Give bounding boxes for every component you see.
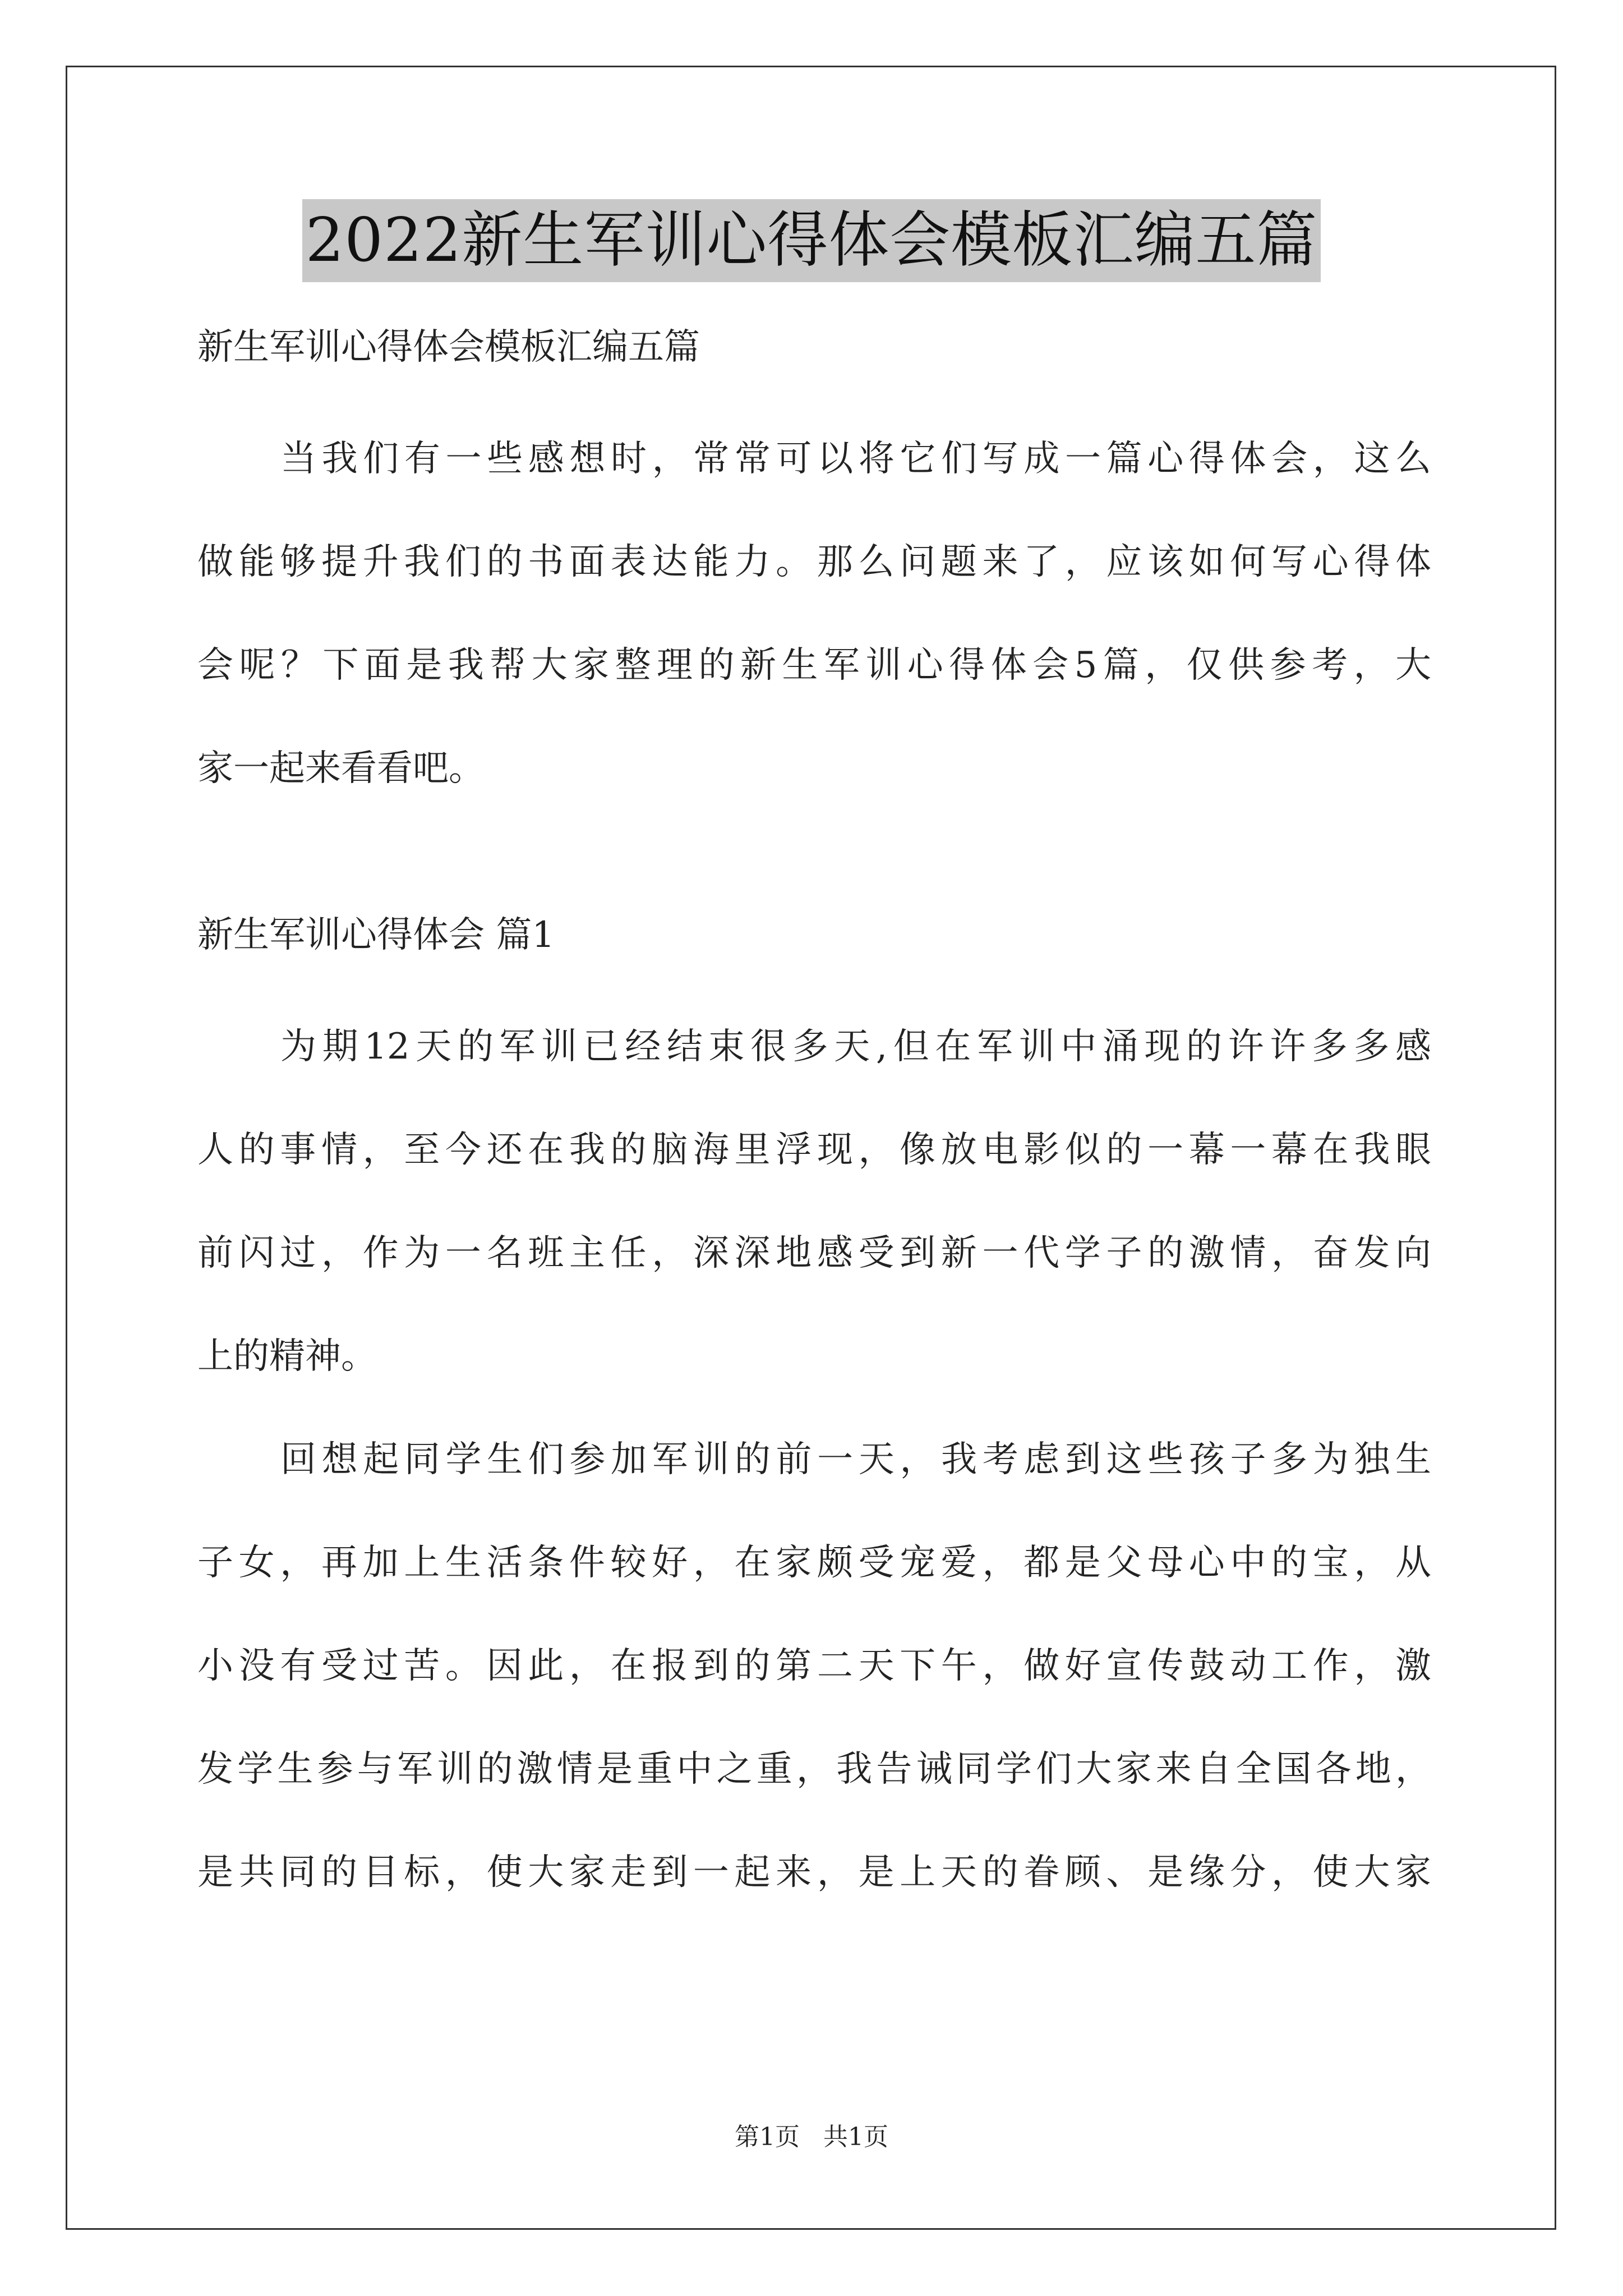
intro-line-4: 家一起来看看吧。 bbox=[197, 748, 485, 789]
title-container bbox=[0, 199, 1623, 282]
para2-line-5: 是共同的目标，使大家走到一起来，是上天的眷顾、是缘分，使大家 bbox=[197, 1852, 1431, 1893]
intro-line-1: 当我们有一些感想时，常常可以将它们写成一篇心得体会，这么 bbox=[280, 438, 1431, 480]
section-heading: 新生军训心得体会 篇1 bbox=[197, 914, 555, 956]
section-paragraph-1 bbox=[197, 995, 1431, 1408]
para1-line-1: 为期12天的军训已经结束很多天,但在军训中涌现的许许多多感 bbox=[280, 1026, 1431, 1068]
intro-paragraph bbox=[197, 407, 1431, 820]
para1-line-3: 前闪过，作为一名班主任，深深地感受到新一代学子的激情，奋发向 bbox=[197, 1232, 1431, 1274]
para1-line-2: 人的事情，至今还在我的脑海里浮现，像放电影似的一幕一幕在我眼 bbox=[197, 1129, 1431, 1171]
intro-line-2: 做能够提升我们的书面表达能力。那么问题来了，应该如何写心得体 bbox=[197, 541, 1431, 583]
para2-line-2: 子女，再加上生活条件较好，在家颇受宠爱，都是父母心中的宝，从 bbox=[197, 1542, 1431, 1584]
document-body bbox=[197, 303, 1431, 1924]
subtitle: 新生军训心得体会模板汇编五篇 bbox=[197, 326, 700, 368]
para2-line-1: 回想起同学生们参加军训的前一天，我考虑到这些孩子多为独生 bbox=[280, 1439, 1431, 1480]
intro-line-3: 会呢？下面是我帮大家整理的新生军训心得体会5篇，仅供参考，大 bbox=[197, 645, 1431, 686]
page-number: 第1页 共1页 bbox=[735, 2123, 888, 2151]
document-title: 2022新生军训心得体会模板汇编五篇 bbox=[302, 199, 1321, 282]
para1-line-4: 上的精神。 bbox=[197, 1336, 377, 1377]
page-footer bbox=[0, 2120, 1623, 2154]
section-paragraph-2 bbox=[197, 1408, 1431, 1924]
para2-line-3: 小没有受过苦。因此，在报到的第二天下午，做好宣传鼓动工作，激 bbox=[197, 1645, 1431, 1687]
para2-line-4: 发学生参与军训的激情是重中之重，我告诫同学们大家来自全国各地， bbox=[197, 1749, 1431, 1790]
